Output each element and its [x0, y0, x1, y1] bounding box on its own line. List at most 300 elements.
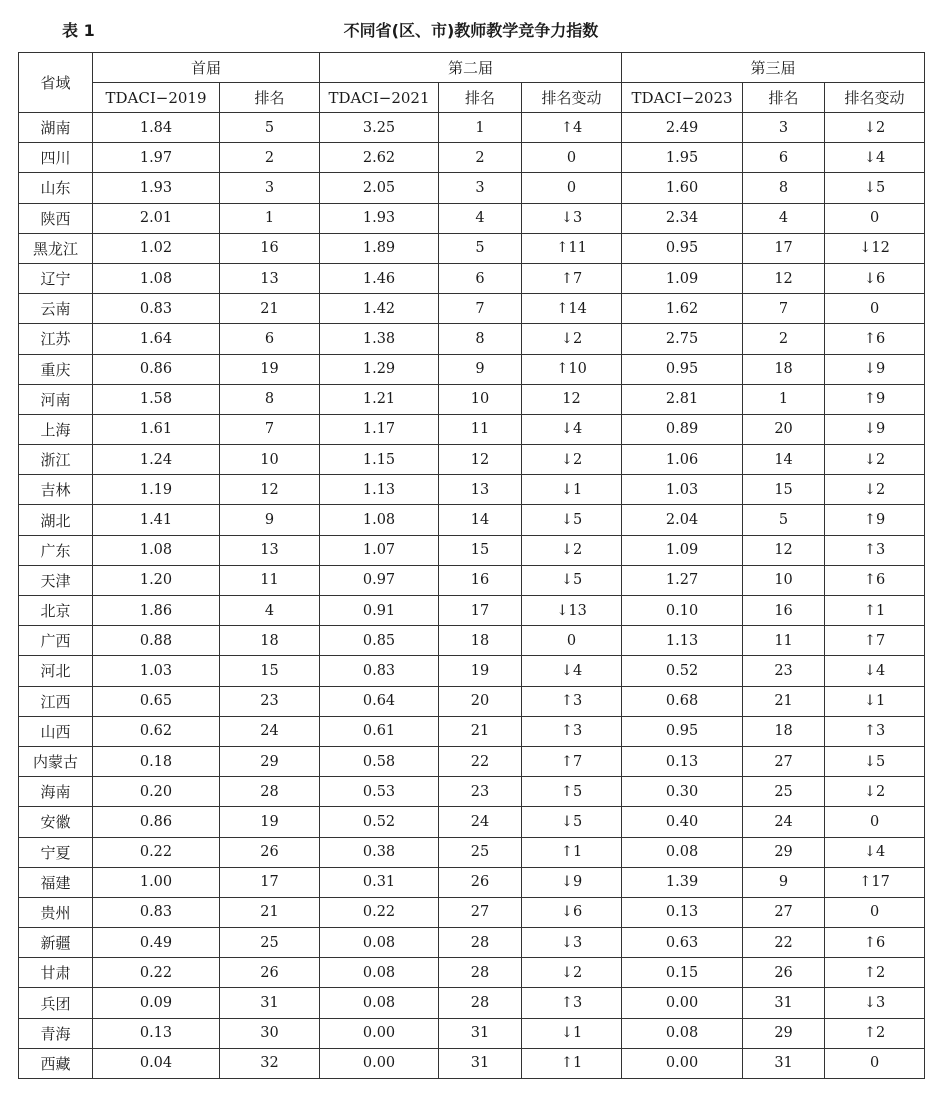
rank-2021-cell: 31	[439, 1018, 522, 1048]
table-title: 不同省(区、市)教师教学竞争力指数	[343, 21, 599, 40]
table-row	[19, 445, 925, 475]
tdaci-2023-cell: 1.60	[622, 173, 743, 203]
rank-2023-cell: 31	[743, 988, 825, 1018]
tdaci-2019-cell: 0.65	[93, 686, 220, 716]
tdaci-2021-cell: 0.91	[320, 596, 439, 626]
competitiveness-table	[18, 52, 925, 1079]
tdaci-2019-cell: 1.64	[93, 324, 220, 354]
rank-2023-cell: 20	[743, 414, 825, 444]
province-cell: 湖南	[19, 113, 93, 143]
rank-2023-cell: 3	[743, 113, 825, 143]
table-row	[19, 746, 925, 776]
table-row	[19, 475, 925, 505]
table-row	[19, 203, 925, 233]
rank-2023-cell: 17	[743, 233, 825, 263]
table-row	[19, 626, 925, 656]
rank-2019-cell: 32	[220, 1048, 320, 1078]
rank-change-2023-cell: ↓4	[825, 143, 925, 173]
tdaci-2021-cell: 0.97	[320, 565, 439, 595]
rank-2019-cell: 15	[220, 656, 320, 686]
tdaci-2021-cell: 3.25	[320, 113, 439, 143]
tdaci-2023-cell: 2.49	[622, 113, 743, 143]
tdaci-2019-cell: 0.13	[93, 1018, 220, 1048]
table-row	[19, 958, 925, 988]
rank-change-2021-cell: ↑3	[522, 686, 622, 716]
header-group-second: 第二届	[320, 53, 622, 83]
rank-change-2023-cell: ↑1	[825, 596, 925, 626]
rank-2023-cell: 27	[743, 746, 825, 776]
province-cell: 江西	[19, 686, 93, 716]
header-rank-2021: 排名	[439, 83, 522, 113]
rank-2021-cell: 20	[439, 686, 522, 716]
rank-2023-cell: 29	[743, 837, 825, 867]
rank-2019-cell: 31	[220, 988, 320, 1018]
tdaci-2023-cell: 0.10	[622, 596, 743, 626]
rank-2019-cell: 21	[220, 294, 320, 324]
header-tdaci-2021: TDACI−2021	[320, 83, 439, 113]
province-cell: 河南	[19, 384, 93, 414]
rank-change-2021-cell: ↑3	[522, 716, 622, 746]
tdaci-2019-cell: 1.97	[93, 143, 220, 173]
tdaci-2023-cell: 0.89	[622, 414, 743, 444]
province-cell: 湖北	[19, 505, 93, 535]
tdaci-2021-cell: 0.64	[320, 686, 439, 716]
tdaci-2019-cell: 0.86	[93, 354, 220, 384]
rank-2021-cell: 25	[439, 837, 522, 867]
table-row	[19, 143, 925, 173]
tdaci-2019-cell: 0.49	[93, 928, 220, 958]
table-row	[19, 535, 925, 565]
tdaci-2021-cell: 1.15	[320, 445, 439, 475]
rank-2021-cell: 28	[439, 928, 522, 958]
rank-change-2021-cell: ↓4	[522, 414, 622, 444]
tdaci-2023-cell: 2.81	[622, 384, 743, 414]
province-cell: 辽宁	[19, 263, 93, 293]
rank-2019-cell: 2	[220, 143, 320, 173]
rank-2023-cell: 16	[743, 596, 825, 626]
rank-2021-cell: 11	[439, 414, 522, 444]
tdaci-2019-cell: 1.00	[93, 867, 220, 897]
rank-2019-cell: 6	[220, 324, 320, 354]
rank-change-2021-cell: ↑11	[522, 233, 622, 263]
rank-2019-cell: 19	[220, 807, 320, 837]
rank-2023-cell: 27	[743, 897, 825, 927]
rank-2019-cell: 16	[220, 233, 320, 263]
province-cell: 内蒙古	[19, 746, 93, 776]
tdaci-2019-cell: 0.88	[93, 626, 220, 656]
rank-2021-cell: 21	[439, 716, 522, 746]
table-row	[19, 807, 925, 837]
rank-2021-cell: 28	[439, 988, 522, 1018]
province-cell: 重庆	[19, 354, 93, 384]
tdaci-2023-cell: 0.08	[622, 837, 743, 867]
header-rank-change-2021: 排名变动	[522, 83, 622, 113]
rank-change-2023-cell: ↑6	[825, 928, 925, 958]
rank-change-2021-cell: ↑7	[522, 746, 622, 776]
rank-2023-cell: 26	[743, 958, 825, 988]
tdaci-2019-cell: 0.20	[93, 777, 220, 807]
rank-2023-cell: 18	[743, 354, 825, 384]
rank-change-2023-cell: ↑3	[825, 535, 925, 565]
rank-2023-cell: 29	[743, 1018, 825, 1048]
rank-2021-cell: 14	[439, 505, 522, 535]
province-cell: 甘肃	[19, 958, 93, 988]
province-cell: 海南	[19, 777, 93, 807]
rank-2019-cell: 3	[220, 173, 320, 203]
province-cell: 河北	[19, 656, 93, 686]
province-cell: 四川	[19, 143, 93, 173]
table-row	[19, 686, 925, 716]
rank-change-2023-cell: ↓6	[825, 263, 925, 293]
rank-change-2021-cell: ↓6	[522, 897, 622, 927]
tdaci-2019-cell: 0.09	[93, 988, 220, 1018]
rank-2023-cell: 6	[743, 143, 825, 173]
tdaci-2023-cell: 1.09	[622, 263, 743, 293]
rank-2023-cell: 24	[743, 807, 825, 837]
rank-2023-cell: 8	[743, 173, 825, 203]
tdaci-2023-cell: 1.06	[622, 445, 743, 475]
rank-change-2023-cell: ↑7	[825, 626, 925, 656]
rank-2019-cell: 26	[220, 837, 320, 867]
tdaci-2019-cell: 0.83	[93, 294, 220, 324]
tdaci-2023-cell: 2.34	[622, 203, 743, 233]
tdaci-2019-cell: 1.08	[93, 263, 220, 293]
rank-2021-cell: 3	[439, 173, 522, 203]
rank-2019-cell: 25	[220, 928, 320, 958]
table-row	[19, 716, 925, 746]
rank-2019-cell: 21	[220, 897, 320, 927]
rank-2019-cell: 5	[220, 113, 320, 143]
rank-change-2023-cell: ↑6	[825, 324, 925, 354]
rank-2023-cell: 9	[743, 867, 825, 897]
table-row	[19, 656, 925, 686]
tdaci-2023-cell: 0.63	[622, 928, 743, 958]
rank-change-2023-cell: ↓9	[825, 354, 925, 384]
rank-2019-cell: 9	[220, 505, 320, 535]
tdaci-2019-cell: 1.03	[93, 656, 220, 686]
tdaci-2019-cell: 2.01	[93, 203, 220, 233]
province-cell: 宁夏	[19, 837, 93, 867]
tdaci-2021-cell: 0.61	[320, 716, 439, 746]
rank-2019-cell: 11	[220, 565, 320, 595]
tdaci-2021-cell: 0.00	[320, 1048, 439, 1078]
rank-change-2021-cell: ↑14	[522, 294, 622, 324]
province-cell: 山东	[19, 173, 93, 203]
rank-2023-cell: 15	[743, 475, 825, 505]
rank-2023-cell: 2	[743, 324, 825, 354]
rank-2021-cell: 18	[439, 626, 522, 656]
rank-2021-cell: 24	[439, 807, 522, 837]
tdaci-2023-cell: 0.95	[622, 354, 743, 384]
tdaci-2021-cell: 1.46	[320, 263, 439, 293]
rank-2019-cell: 13	[220, 263, 320, 293]
tdaci-2019-cell: 0.22	[93, 837, 220, 867]
rank-2021-cell: 9	[439, 354, 522, 384]
rank-2021-cell: 1	[439, 113, 522, 143]
tdaci-2019-cell: 0.62	[93, 716, 220, 746]
province-cell: 广东	[19, 535, 93, 565]
rank-2021-cell: 19	[439, 656, 522, 686]
rank-2023-cell: 11	[743, 626, 825, 656]
tdaci-2023-cell: 1.13	[622, 626, 743, 656]
tdaci-2019-cell: 1.84	[93, 113, 220, 143]
rank-2021-cell: 6	[439, 263, 522, 293]
province-cell: 广西	[19, 626, 93, 656]
rank-2021-cell: 2	[439, 143, 522, 173]
table-label: 表 1	[62, 21, 95, 40]
header-tdaci-2023: TDACI−2023	[622, 83, 743, 113]
rank-2021-cell: 28	[439, 958, 522, 988]
rank-change-2021-cell: ↓2	[522, 535, 622, 565]
rank-2021-cell: 10	[439, 384, 522, 414]
rank-change-2021-cell: ↓5	[522, 505, 622, 535]
province-cell: 西藏	[19, 1048, 93, 1078]
table-row	[19, 294, 925, 324]
province-cell: 天津	[19, 565, 93, 595]
tdaci-2023-cell: 2.75	[622, 324, 743, 354]
tdaci-2021-cell: 0.53	[320, 777, 439, 807]
province-cell: 江苏	[19, 324, 93, 354]
table-row	[19, 928, 925, 958]
tdaci-2023-cell: 0.30	[622, 777, 743, 807]
table-row	[19, 324, 925, 354]
table-row	[19, 897, 925, 927]
table-row	[19, 173, 925, 203]
table-row	[19, 113, 925, 143]
tdaci-2021-cell: 1.42	[320, 294, 439, 324]
rank-2019-cell: 13	[220, 535, 320, 565]
header-group-third: 第三届	[622, 53, 925, 83]
rank-2023-cell: 21	[743, 686, 825, 716]
rank-change-2023-cell: ↓12	[825, 233, 925, 263]
tdaci-2023-cell: 0.13	[622, 897, 743, 927]
rank-2023-cell: 7	[743, 294, 825, 324]
rank-2021-cell: 26	[439, 867, 522, 897]
province-cell: 安徽	[19, 807, 93, 837]
province-cell: 新疆	[19, 928, 93, 958]
tdaci-2021-cell: 2.05	[320, 173, 439, 203]
rank-change-2021-cell: 0	[522, 626, 622, 656]
rank-2021-cell: 31	[439, 1048, 522, 1078]
rank-change-2023-cell: ↓9	[825, 414, 925, 444]
tdaci-2019-cell: 1.86	[93, 596, 220, 626]
tdaci-2019-cell: 1.61	[93, 414, 220, 444]
rank-2019-cell: 1	[220, 203, 320, 233]
rank-2023-cell: 12	[743, 535, 825, 565]
tdaci-2021-cell: 2.62	[320, 143, 439, 173]
rank-change-2021-cell: ↓3	[522, 928, 622, 958]
rank-change-2021-cell: ↓2	[522, 445, 622, 475]
rank-change-2021-cell: ↑4	[522, 113, 622, 143]
tdaci-2023-cell: 0.95	[622, 716, 743, 746]
rank-2019-cell: 7	[220, 414, 320, 444]
tdaci-2021-cell: 0.52	[320, 807, 439, 837]
rank-change-2021-cell: ↑1	[522, 837, 622, 867]
tdaci-2021-cell: 0.08	[320, 958, 439, 988]
rank-change-2023-cell: ↑2	[825, 958, 925, 988]
rank-2021-cell: 8	[439, 324, 522, 354]
tdaci-2021-cell: 0.83	[320, 656, 439, 686]
tdaci-2023-cell: 1.27	[622, 565, 743, 595]
rank-change-2023-cell: 0	[825, 1048, 925, 1078]
rank-2019-cell: 24	[220, 716, 320, 746]
header-rank-2023: 排名	[743, 83, 825, 113]
tdaci-2023-cell: 1.39	[622, 867, 743, 897]
table-row	[19, 414, 925, 444]
header-province: 省域	[19, 53, 93, 113]
tdaci-2023-cell: 0.52	[622, 656, 743, 686]
province-cell: 北京	[19, 596, 93, 626]
rank-2021-cell: 4	[439, 203, 522, 233]
rank-change-2023-cell: ↓4	[825, 656, 925, 686]
rank-change-2021-cell: ↓13	[522, 596, 622, 626]
rank-2021-cell: 27	[439, 897, 522, 927]
tdaci-2023-cell: 0.15	[622, 958, 743, 988]
tdaci-2019-cell: 0.04	[93, 1048, 220, 1078]
rank-change-2021-cell: ↓2	[522, 324, 622, 354]
rank-2019-cell: 17	[220, 867, 320, 897]
tdaci-2023-cell: 0.68	[622, 686, 743, 716]
province-cell: 吉林	[19, 475, 93, 505]
table-row	[19, 988, 925, 1018]
rank-2021-cell: 17	[439, 596, 522, 626]
rank-2019-cell: 28	[220, 777, 320, 807]
rank-2021-cell: 5	[439, 233, 522, 263]
tdaci-2019-cell: 1.19	[93, 475, 220, 505]
table-row	[19, 867, 925, 897]
rank-2019-cell: 19	[220, 354, 320, 384]
rank-2019-cell: 8	[220, 384, 320, 414]
tdaci-2021-cell: 0.00	[320, 1018, 439, 1048]
rank-change-2023-cell: ↓5	[825, 746, 925, 776]
table-row	[19, 354, 925, 384]
tdaci-2021-cell: 0.08	[320, 928, 439, 958]
rank-change-2023-cell: ↑9	[825, 505, 925, 535]
rank-change-2023-cell: ↑17	[825, 867, 925, 897]
tdaci-2021-cell: 1.89	[320, 233, 439, 263]
rank-2019-cell: 26	[220, 958, 320, 988]
tdaci-2019-cell: 1.93	[93, 173, 220, 203]
rank-change-2023-cell: ↓2	[825, 113, 925, 143]
rank-change-2023-cell: ↓5	[825, 173, 925, 203]
tdaci-2019-cell: 0.22	[93, 958, 220, 988]
rank-2023-cell: 31	[743, 1048, 825, 1078]
rank-2019-cell: 12	[220, 475, 320, 505]
tdaci-2019-cell: 1.58	[93, 384, 220, 414]
tdaci-2019-cell: 0.86	[93, 807, 220, 837]
rank-2021-cell: 13	[439, 475, 522, 505]
rank-2023-cell: 22	[743, 928, 825, 958]
rank-change-2021-cell: 0	[522, 173, 622, 203]
rank-change-2023-cell: ↓2	[825, 475, 925, 505]
tdaci-2019-cell: 1.41	[93, 505, 220, 535]
rank-change-2023-cell: 0	[825, 294, 925, 324]
rank-change-2021-cell: 0	[522, 143, 622, 173]
rank-change-2021-cell: ↑3	[522, 988, 622, 1018]
rank-2021-cell: 16	[439, 565, 522, 595]
rank-change-2021-cell: 12	[522, 384, 622, 414]
rank-change-2021-cell: ↓9	[522, 867, 622, 897]
table-row	[19, 565, 925, 595]
tdaci-2021-cell: 1.07	[320, 535, 439, 565]
tdaci-2021-cell: 1.93	[320, 203, 439, 233]
province-cell: 贵州	[19, 897, 93, 927]
table-row	[19, 263, 925, 293]
rank-2019-cell: 10	[220, 445, 320, 475]
rank-change-2023-cell: ↓3	[825, 988, 925, 1018]
tdaci-2021-cell: 1.21	[320, 384, 439, 414]
header-rank-change-2023: 排名变动	[825, 83, 925, 113]
rank-change-2021-cell: ↓1	[522, 1018, 622, 1048]
tdaci-2021-cell: 1.13	[320, 475, 439, 505]
table-body	[19, 113, 925, 1079]
rank-change-2021-cell: ↓5	[522, 807, 622, 837]
tdaci-2019-cell: 1.24	[93, 445, 220, 475]
tdaci-2019-cell: 1.08	[93, 535, 220, 565]
tdaci-2021-cell: 1.08	[320, 505, 439, 535]
rank-change-2021-cell: ↓1	[522, 475, 622, 505]
rank-change-2023-cell: ↓2	[825, 445, 925, 475]
tdaci-2023-cell: 0.40	[622, 807, 743, 837]
tdaci-2023-cell: 0.13	[622, 746, 743, 776]
rank-change-2021-cell: ↓2	[522, 958, 622, 988]
rank-change-2023-cell: ↓1	[825, 686, 925, 716]
table-row	[19, 233, 925, 263]
table-caption	[0, 18, 942, 44]
tdaci-2023-cell: 1.95	[622, 143, 743, 173]
rank-2021-cell: 23	[439, 777, 522, 807]
rank-change-2023-cell: ↑6	[825, 565, 925, 595]
rank-2023-cell: 12	[743, 263, 825, 293]
table-row	[19, 1018, 925, 1048]
rank-2019-cell: 18	[220, 626, 320, 656]
rank-change-2021-cell: ↑1	[522, 1048, 622, 1078]
province-cell: 山西	[19, 716, 93, 746]
tdaci-2021-cell: 1.17	[320, 414, 439, 444]
rank-2019-cell: 29	[220, 746, 320, 776]
table-row	[19, 777, 925, 807]
rank-change-2023-cell: ↓4	[825, 837, 925, 867]
tdaci-2021-cell: 0.08	[320, 988, 439, 1018]
tdaci-2023-cell: 2.04	[622, 505, 743, 535]
rank-change-2023-cell: ↓2	[825, 777, 925, 807]
rank-2021-cell: 22	[439, 746, 522, 776]
tdaci-2023-cell: 0.95	[622, 233, 743, 263]
rank-2023-cell: 25	[743, 777, 825, 807]
tdaci-2021-cell: 0.22	[320, 897, 439, 927]
province-cell: 兵团	[19, 988, 93, 1018]
tdaci-2023-cell: 0.00	[622, 1048, 743, 1078]
rank-change-2023-cell: ↑9	[825, 384, 925, 414]
rank-2019-cell: 23	[220, 686, 320, 716]
header-tdaci-2019: TDACI−2019	[93, 83, 220, 113]
tdaci-2023-cell: 1.09	[622, 535, 743, 565]
rank-change-2023-cell: 0	[825, 203, 925, 233]
rank-2023-cell: 14	[743, 445, 825, 475]
table-row	[19, 505, 925, 535]
tdaci-2023-cell: 0.00	[622, 988, 743, 1018]
tdaci-2021-cell: 0.85	[320, 626, 439, 656]
rank-change-2021-cell: ↓4	[522, 656, 622, 686]
rank-2023-cell: 1	[743, 384, 825, 414]
tdaci-2021-cell: 0.38	[320, 837, 439, 867]
rank-change-2021-cell: ↓3	[522, 203, 622, 233]
rank-change-2023-cell: ↑3	[825, 716, 925, 746]
tdaci-2021-cell: 0.31	[320, 867, 439, 897]
tdaci-2019-cell: 1.20	[93, 565, 220, 595]
province-cell: 福建	[19, 867, 93, 897]
tdaci-2023-cell: 0.08	[622, 1018, 743, 1048]
